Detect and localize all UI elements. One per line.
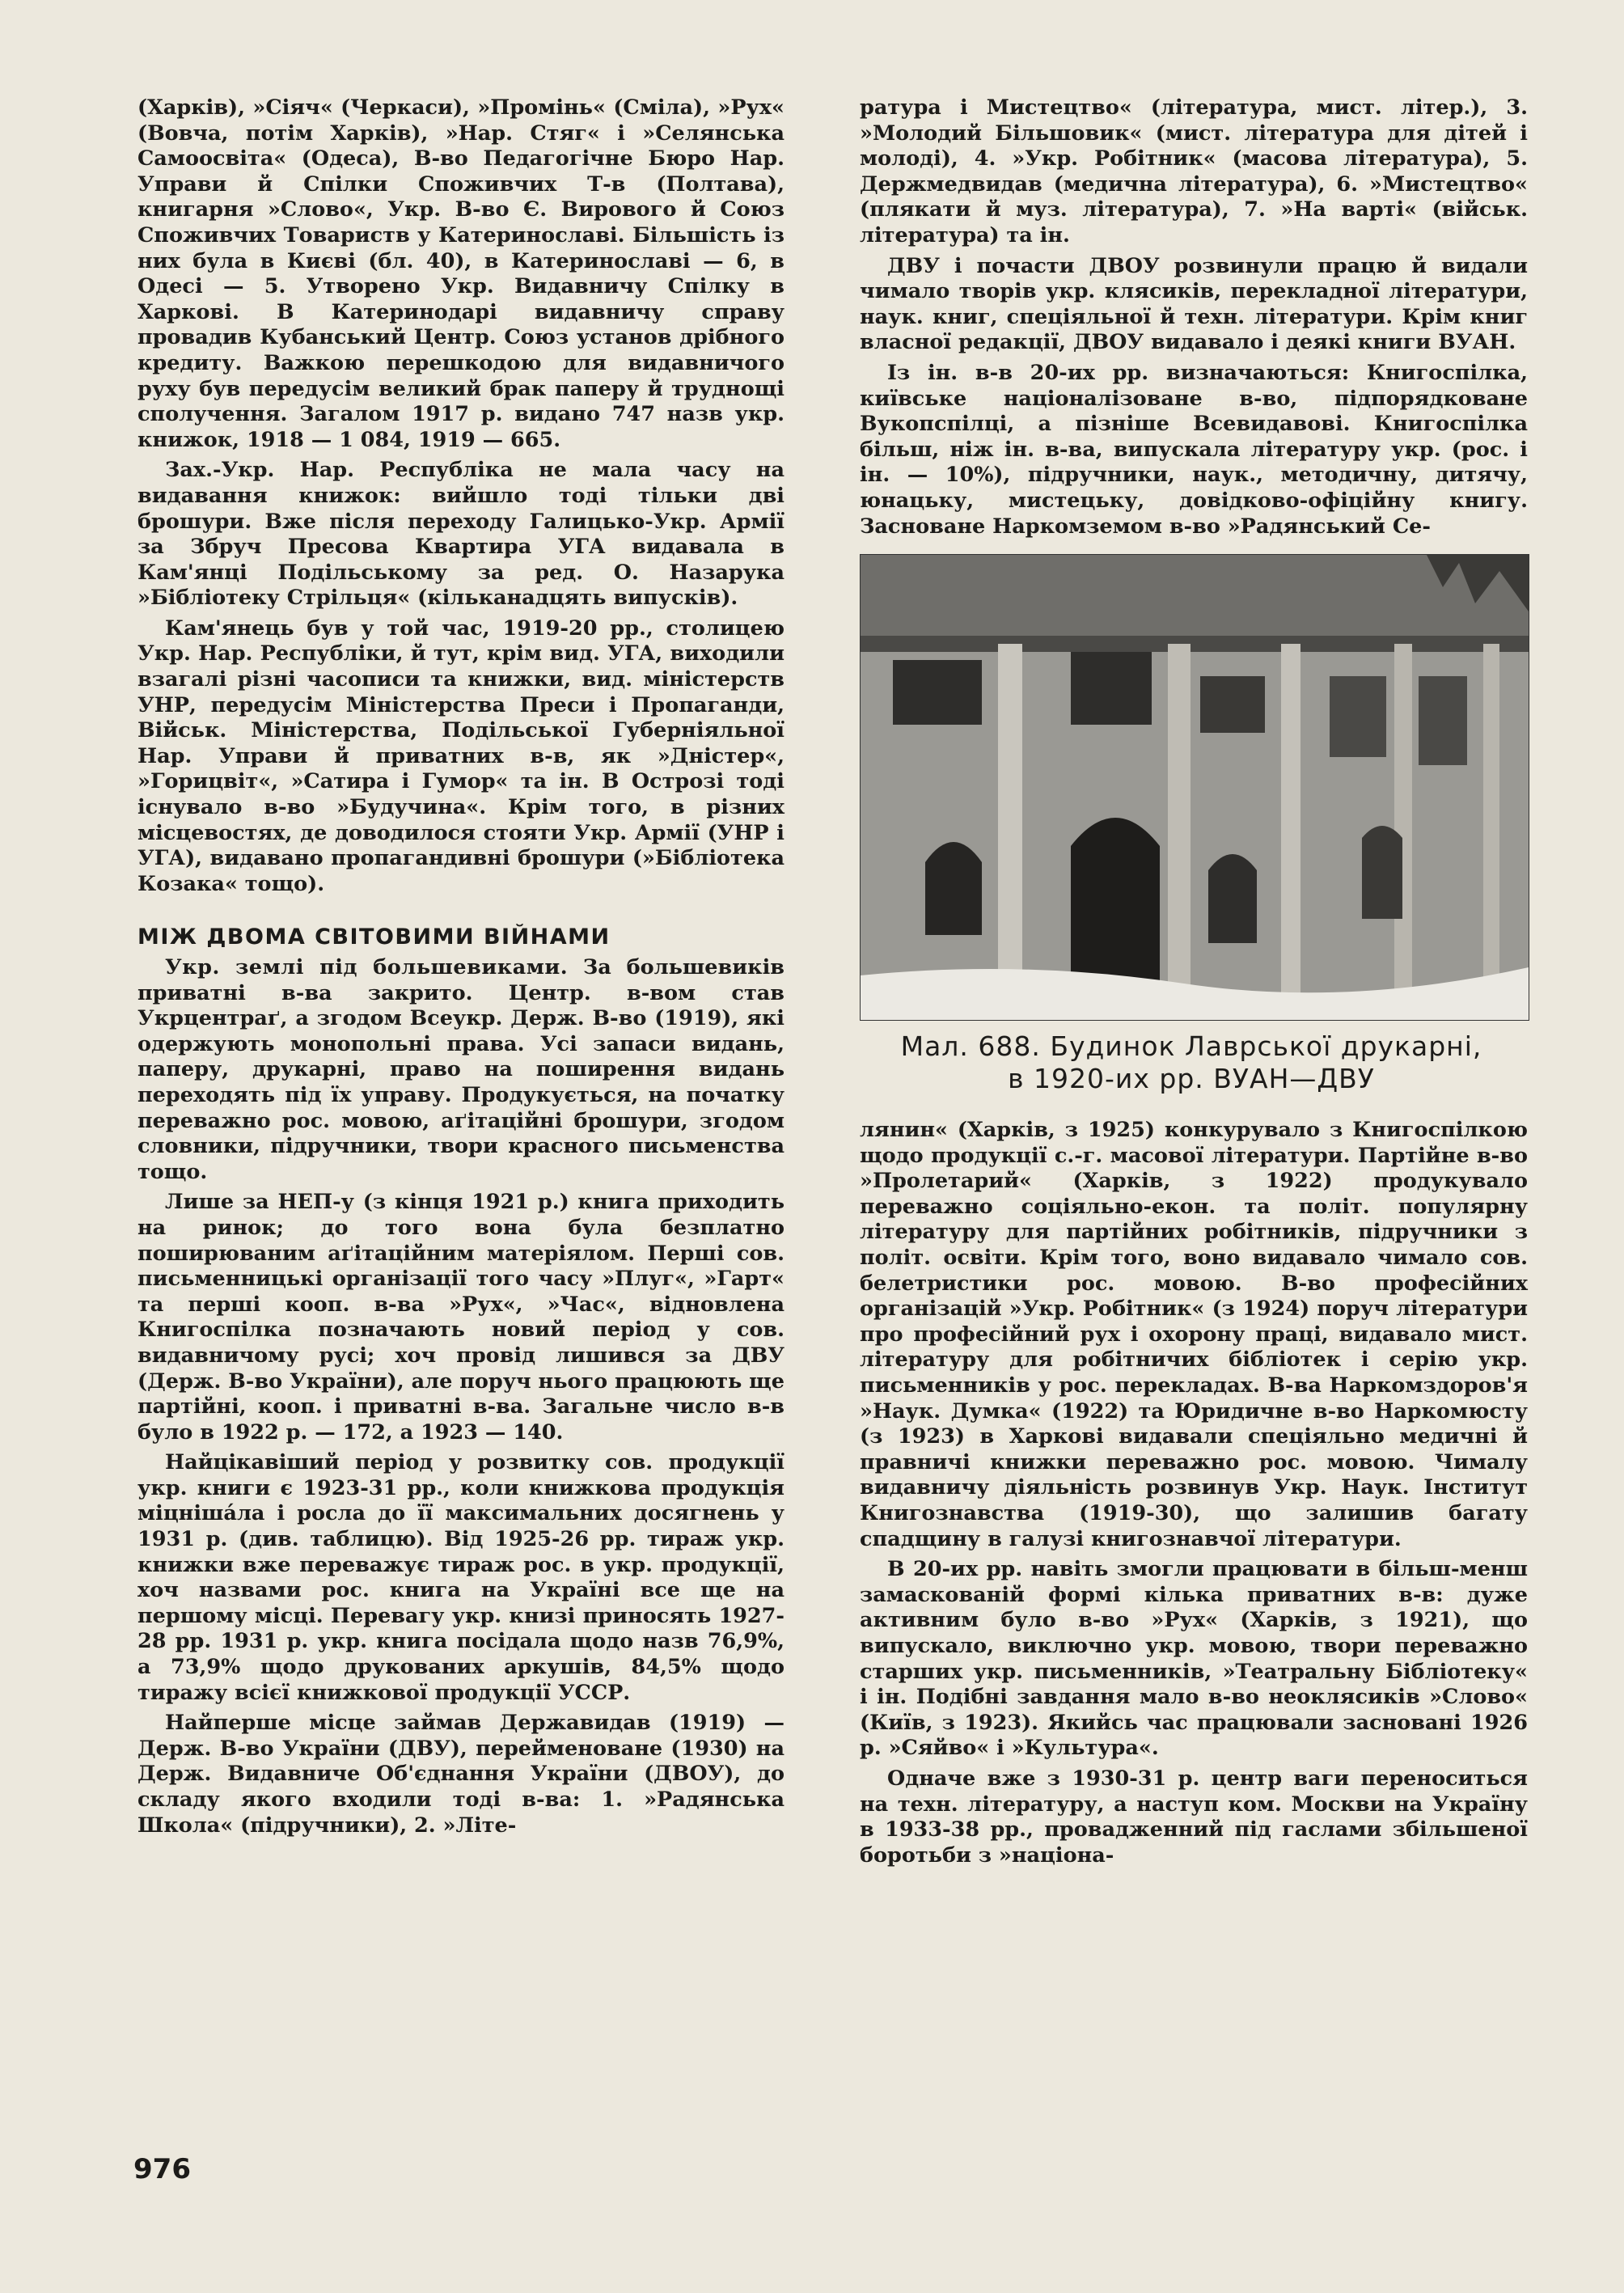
paragraph-text: За большевиків приватні в-ва закрито. Центр. в-вом став Укрцентраґ, а згодом Всеукр. Держ. В-во (1919), які одержують монопольні права. Усі запаси видань, паперу, друкарні, право на поширення видань переходять під їх управу. Продукується, на початку переважно рос. мовою, аґітаційні брошури, згодом словники, підручники, твори красного письменства тощо. bbox=[137, 955, 785, 1184]
figure bbox=[860, 554, 1528, 1095]
paragraph: лянин« (Харків, з 1925) конкурувало з Книгоспілкою щодо продукції с.-г. масової літератури. Партійне в-во »Пролетарий« (Харків, з 1922) продукувало переважно соціяльно-екон. та політ. популярну літературу для партійних робітників, підручники з політ. освіти. Крім того, воно видавало чимало сов. белетристики рос. мовою. В-во професійних організацій »Укр. Робітник« (з 1924) поруч літератури про професійний рух і охорону праці, видавало мист. літературу для робітничих бібліотек і серію укр. письменників у рос. перекладах. В-ва Наркомздоров'я »Наук. Думка« (1922) та Юридичне в-во Наркомюсту (з 1923) в Харкові видавали спеціяльно медичні й правничі книжки переважно рос. мовою. Чималу видавничу діяльність розвинув Укр. Наук. Інститут Книгознавства (1919-30), що залишив багату спадщину в галузі книгознавчої літератури. bbox=[860, 1118, 1528, 1551]
paragraph: ДВУ і почасти ДВОУ розвинули працю й видали чимало творів укр. клясиків, перекладної літератури, наук. книг, спеціяльної й техн. літератури. Крім книг власної редакції, ДВОУ видавало і деякі книги ВУАН. bbox=[860, 253, 1528, 355]
building-photo-drawing bbox=[861, 555, 1529, 1020]
left-column bbox=[137, 95, 785, 1843]
paragraph: Найцікавіший період у розвитку сов. продукції укр. книги є 1923-31 рр., коли книжкова продукція міцніша́ла і росла до її максимальних досягнень у 1931 р. (див. таблицю). Від 1925-26 рр. тираж укр. книжки вже переважує тираж рос. в укр. продукції, хоч назвами рос. книга на Україні все ще на першому місці. Перевагу укр. книзі приносять 1927-28 рр. 1931 р. укр. книга посідала щодо назв 76,9%, а 73,9% щодо друкованих аркушів, 84,5% щодо тиражу всієї книжкової продукції УССР. bbox=[137, 1450, 785, 1705]
run-in-heading: Укр. землі під большевиками. bbox=[165, 955, 569, 979]
paragraph: Найперше місце займав Державидав (1919) — Держ. В-во України (ДВУ), перейменоване (1930) на Держ. Видавниче Об'єднання України (ДВОУ), до складу якого входили тоді в-ва: 1. »Радянська Школа« (підручники), 2. »Літе- bbox=[137, 1711, 785, 1838]
paragraph: Одначе вже з 1930-31 р. центр ваги переноситься на техн. літературу, а наступ ком. Москви на Україну в 1933-38 рр., провадженний під гаслами збільшеної боротьби з »націона- bbox=[860, 1766, 1528, 1868]
section-heading: МІЖ ДВОМА СВІТОВИМИ ВІЙНАМИ bbox=[137, 924, 611, 950]
paragraph: Кам'янець був у той час, 1919-20 рр., столицею Укр. Нар. Республіки, й тут, крім вид. УГА, виходили взагалі різні часописи та книжки, вид. міністерств УНР, передусім Міністерства Преси і Пропаганди, Військ. Міністерства, Подільської Губерніяльної Нар. Управи й приватних в-в, як »Дністер«, »Горицвіт«, »Сатира і Гумор« та ін. В Острозі тоді існувало в-во »Будучина«. Крім того, в різних місцевостях, де доводилося стояти Укр. Армії (УНР і УГА), видавано пропагандивні брошури (»Бібліотека Козака« тощо). bbox=[137, 616, 785, 896]
caption-line: в 1920-их рр. ВУАН—ДВУ bbox=[1008, 1063, 1375, 1095]
paragraph bbox=[137, 955, 785, 1185]
page-number: 976 bbox=[133, 2153, 191, 2185]
paragraph: В 20-их рр. навіть змогли працювати в більш-менш замаскованій формі кілька приватних в-в: дуже активним було в-во »Рух« (Харків, з 1921), що випускало, виключно укр. мовою, твори переважно старших укр. письменників, »Театральну Бібліотеку« і ін. Подібні завдання мало в-во неоклясиків »Слово« (Київ, з 1923). Якийсь час працювали засновані 1926 р. »Сяйво« і »Культура«. bbox=[860, 1557, 1528, 1761]
figure-caption bbox=[835, 1030, 1547, 1095]
paragraph: Зах.-Укр. Нар. Республіка не мала часу на видавання книжок: вийшло тоді тільки дві брошури. Вже після переходу Галицько-Укр. Армії за Збруч Пресова Квартира УГА видавала в Кам'янці Подільському за ред. О. Назарука »Бібліотеку Стрільця« (кільканадцять випусків). bbox=[137, 458, 785, 611]
paragraph: Із ін. в-в 20-их рр. визначаються: Книгоспілка, київське націоналізоване в-во, підпорядковане Вукопспілці, а пізніше Всевидавові. Книгоспілка більш, ніж ін. в-ва, випускала літературу укр. (рос. і ін. — 10%), підручники, наук., методичну, дитячу, юнацьку, мистецьку, довідково-офіційну книгу. Засноване Наркомземом в-во »Радянський Се- bbox=[860, 360, 1528, 539]
caption-line: Мал. 688. Будинок Лаврської друкарні, bbox=[900, 1030, 1482, 1063]
right-column bbox=[860, 95, 1528, 1873]
paragraph: (Харків), »Сіяч« (Черкаси), »Промінь« (Сміла), »Рух« (Вовча, потім Харків), »Нар. Стяг« і »Селянська Самоосвіта« (Одеса), В-во Педагогічне Бюро Нар. Управи й Спілки Споживчих Т-в (Полтава), книгарня »Слово«, Укр. В-во Є. Вирового й Союз Споживчих Товариств у Катеринославі. Більшість із них була в Києві (бл. 40), в Катеринославі — 6, в Одесі — 5. Утворено Укр. Видавничу Спілку в Харкові. В Катеринодарі видавничу справу провадив Кубанський Центр. Союз установ дрібного кредиту. Важкою перешкодою для видавничого руху був передусім великий брак паперу й труднощі сполучення. Загалом 1917 р. видано 747 назв укр. книжок, 1918 — 1 084, 1919 — 665. bbox=[137, 95, 785, 452]
building-photo bbox=[860, 554, 1529, 1021]
paragraph: ратура і Мистецтво« (література, мист. літер.), 3. »Молодий Більшовик« (мист. література для дітей і молоді), 4. »Укр. Робітник« (масова література), 5. Держмедвидав (медична література), 6. »Мистецтво« (плякати й муз. література), 7. »На варті« (військ. література) та ін. bbox=[860, 95, 1528, 247]
paragraph: Лише за НЕП-у (з кінця 1921 р.) книга приходить на ринок; до того вона була безплатно поширюваним аґітаційним матеріялом. Перші сов. письменницькі організації того часу »Плуг«, »Гарт« та перші кооп. в-ва »Рух«, »Час«, відновлена Книгоспілка позначають новий період у сов. видавничому русі; хоч провід лишився за ДВУ (Держ. В-во України), але поруч нього працюють ще партійні, кооп. і приватні в-ва. Загальне число в-в було в 1922 р. — 172, а 1923 — 140. bbox=[137, 1190, 785, 1445]
